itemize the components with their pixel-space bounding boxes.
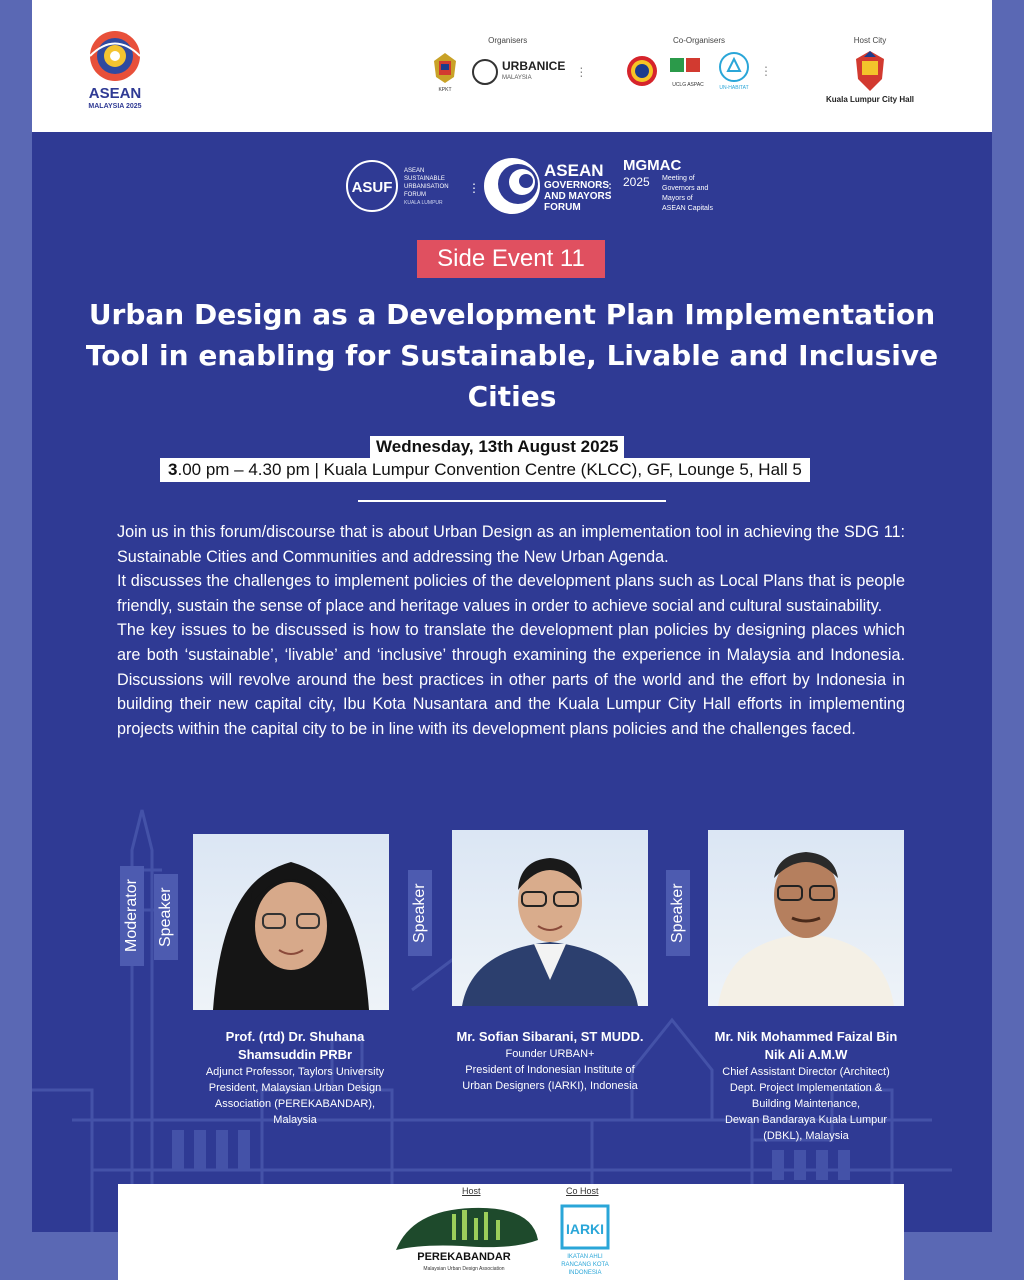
host-city-name: Kuala Lumpur City Hall [826, 95, 915, 104]
iarki-sub-3: INDONESIA [568, 1270, 602, 1276]
asean-malaysia-2025-logo [80, 26, 150, 116]
speaker-2-photo [452, 830, 648, 1006]
host-city-label: Host City [853, 36, 887, 45]
time-rest: .00 pm – 4.30 pm | Kuala Lumpur Convention Centre (KLCC), GF, Lounge 5, Hall 5 [177, 460, 802, 479]
mgmac-line-3: Mayors of [662, 195, 693, 202]
un-habitat-icon [718, 51, 750, 83]
speaker-1-info-line-3: Association (PEREKABANDAR), [214, 1098, 376, 1110]
speaker-3-photo [708, 830, 904, 1006]
speaker-1-info-line-4: Malaysia [273, 1114, 317, 1126]
role-tag-moderator: Moderator [120, 866, 144, 966]
un-habitat-label: UN-HABITAT [719, 85, 749, 91]
title-line-1: Urban Design as a Development Plan Implementation [88, 298, 936, 331]
speaker-2-info [430, 1046, 670, 1094]
perekabandar-sub: Malaysian Urban Design Association [423, 1266, 505, 1272]
description-paragraph-3: The key issues to be discussed is how to translate the development plan policies by designing places which are both ‘sustainable’, ‘livable’ and ‘inclusive’ through examining the experience in Malaysia and Indonesia. Discussions will revolve around the best practices in other parts of the world and the effort by Indonesia in building their new capital city, Ibu Kota Nusantara and the Kuala Lumpur City Hall efforts in implementing projects within the capital city to be in line with its development plans policies and the challenges faced. [117, 621, 905, 738]
speaker-3-info-line-1: Chief Assistant Director (Architect) [722, 1066, 890, 1078]
asean-logo-sub: MALAYSIA 2025 [88, 103, 142, 110]
mgmac-line-4: ASEAN Capitals [662, 205, 713, 212]
asuf-line-1: ASEAN [404, 168, 425, 174]
urbanice-sub: MALAYSIA [502, 75, 532, 81]
uclg-label: UCLG ASPAC [672, 82, 704, 88]
mgmac-line-2: Governors and [662, 185, 709, 192]
svg-text:⋮: ⋮ [468, 181, 480, 195]
asuf-line-2: SUSTAINABLE [404, 176, 445, 182]
perekabandar-logo [392, 1200, 542, 1276]
speaker-3-info [686, 1064, 926, 1144]
asuf-line-3: URBANISATION [404, 184, 449, 190]
event-title [72, 294, 952, 417]
iarki-sub-2: RANCANG KOTA [561, 1262, 609, 1268]
host-city-group [826, 36, 914, 104]
speaker-3-info-line-4: Dewan Bandaraya Kuala Lumpur [724, 1114, 888, 1126]
cohost-label: Co Host [566, 1186, 599, 1196]
speaker-3-info-line-2: Dept. Project Implementation & [729, 1082, 883, 1094]
governors-line-2: GOVERNORS [544, 180, 610, 191]
speaker-1-info-line-1: Adjunct Professor, Taylors University [205, 1066, 385, 1078]
speaker-3-name-line-2: Nik Ali A.M.W [764, 1047, 848, 1062]
speaker-2-name-line-1: Mr. Sofian Sibarani, ST MUDD. [456, 1029, 644, 1044]
event-date: Wednesday, 13th August 2025 [370, 436, 624, 458]
perekabandar-name: PEREKABANDAR [417, 1251, 511, 1263]
asean-emblem-icon [626, 55, 658, 87]
governors-line-1: ASEAN [544, 161, 604, 180]
speaker-1-name [190, 1028, 400, 1064]
mgmac-year: 2025 [623, 175, 650, 189]
role-tag-speaker-2: Speaker [408, 870, 432, 956]
organisers-group: Organisers KPKT URBANICE MALAYSIA ⋮ [428, 36, 587, 93]
side-event-tag: Side Event 11 [417, 240, 605, 278]
kpkt-crest-icon [428, 51, 462, 85]
iarki-logo [558, 1204, 612, 1278]
iarki-name: IARKI [565, 1221, 605, 1237]
speaker-1-info-line-2: President, Malaysian Urban Design [208, 1082, 382, 1094]
speaker-3-name-line-1: Mr. Nik Mohammed Faizal Bin [714, 1029, 898, 1044]
speaker-2-name [440, 1028, 660, 1046]
co-organisers-label: Co-Organisers [672, 36, 725, 45]
role-tag-speaker-1: Speaker [154, 874, 178, 960]
asuf-line-5: KUALA LUMPUR [404, 200, 443, 206]
speaker-1-name-line-2: Shamsuddin PRBr [237, 1047, 353, 1062]
kpkt-label: KPKT [438, 87, 452, 93]
uclg-aspac-logo-icon [668, 54, 708, 80]
speaker-2-info-line-3: Urban Designers (IARKI), Indonesia [462, 1080, 638, 1092]
kuala-lumpur-crest-icon [850, 49, 890, 93]
iarki-sub-1: IKATAN AHLI [567, 1254, 603, 1260]
divider-line [358, 500, 666, 502]
role-tag-speaker-3: Speaker [666, 870, 690, 956]
speaker-1-name-line-1: Prof. (rtd) Dr. Shuhana [225, 1029, 365, 1044]
asuf-logo [347, 161, 480, 211]
speaker-1-photo [193, 834, 389, 1010]
title-line-3: Cities [467, 380, 557, 413]
mgmac-logo [623, 157, 713, 212]
asean-governors-forum-logo [484, 158, 616, 214]
urbanice-name: URBANICE [502, 59, 566, 73]
mgmac-title: MGMAC [623, 157, 682, 174]
speaker-2-info-line-1: Founder URBAN+ [505, 1048, 595, 1060]
description-paragraph-2: It discusses the challenges to implement policies of the development plans such as Local Plans that is people friendly, sustain the sense of place and heritage values in order to achieve social and cultural sustainability. [117, 572, 905, 615]
title-line-2: Tool in enabling for Sustainable, Livable and Inclusive [85, 339, 939, 372]
event-logos-row [32, 156, 992, 222]
governors-line-4: FORUM [544, 202, 581, 213]
description-paragraph-1: Join us in this forum/discourse that is about Urban Design as an implementation tool in achieving the SDG 11: Sustainable Cities and Communities and addressing the New Urban Agenda. [117, 523, 905, 566]
speaker-2-info-line-2: President of Indonesian Institute of [465, 1064, 635, 1076]
speaker-3-info-line-5: (DBKL), Malaysia [763, 1130, 849, 1142]
speaker-3-info-line-3: Building Maintenance, [751, 1098, 861, 1110]
co-organisers-group: Co-Organisers UCLG ASPAC UN-HABITAT ⋮ [626, 36, 772, 91]
event-description [117, 520, 905, 741]
urbanice-mark-icon [472, 59, 498, 85]
mgmac-line-1: Meeting of [662, 175, 695, 182]
asuf-line-4: FORUM [404, 192, 426, 198]
asuf-mark: ASUF [351, 179, 393, 196]
urbanice-logo [472, 59, 565, 85]
event-time-venue [160, 458, 810, 482]
asean-logo-text: ASEAN [88, 85, 142, 102]
time-bold: 3 [168, 460, 178, 479]
host-label: Host [462, 1186, 481, 1196]
svg-text:⋮: ⋮ [604, 181, 616, 195]
governors-line-3: AND MAYORS [544, 191, 612, 202]
speaker-3-name [696, 1028, 916, 1064]
organisers-label: Organisers [488, 36, 528, 45]
speaker-1-info [180, 1064, 410, 1128]
